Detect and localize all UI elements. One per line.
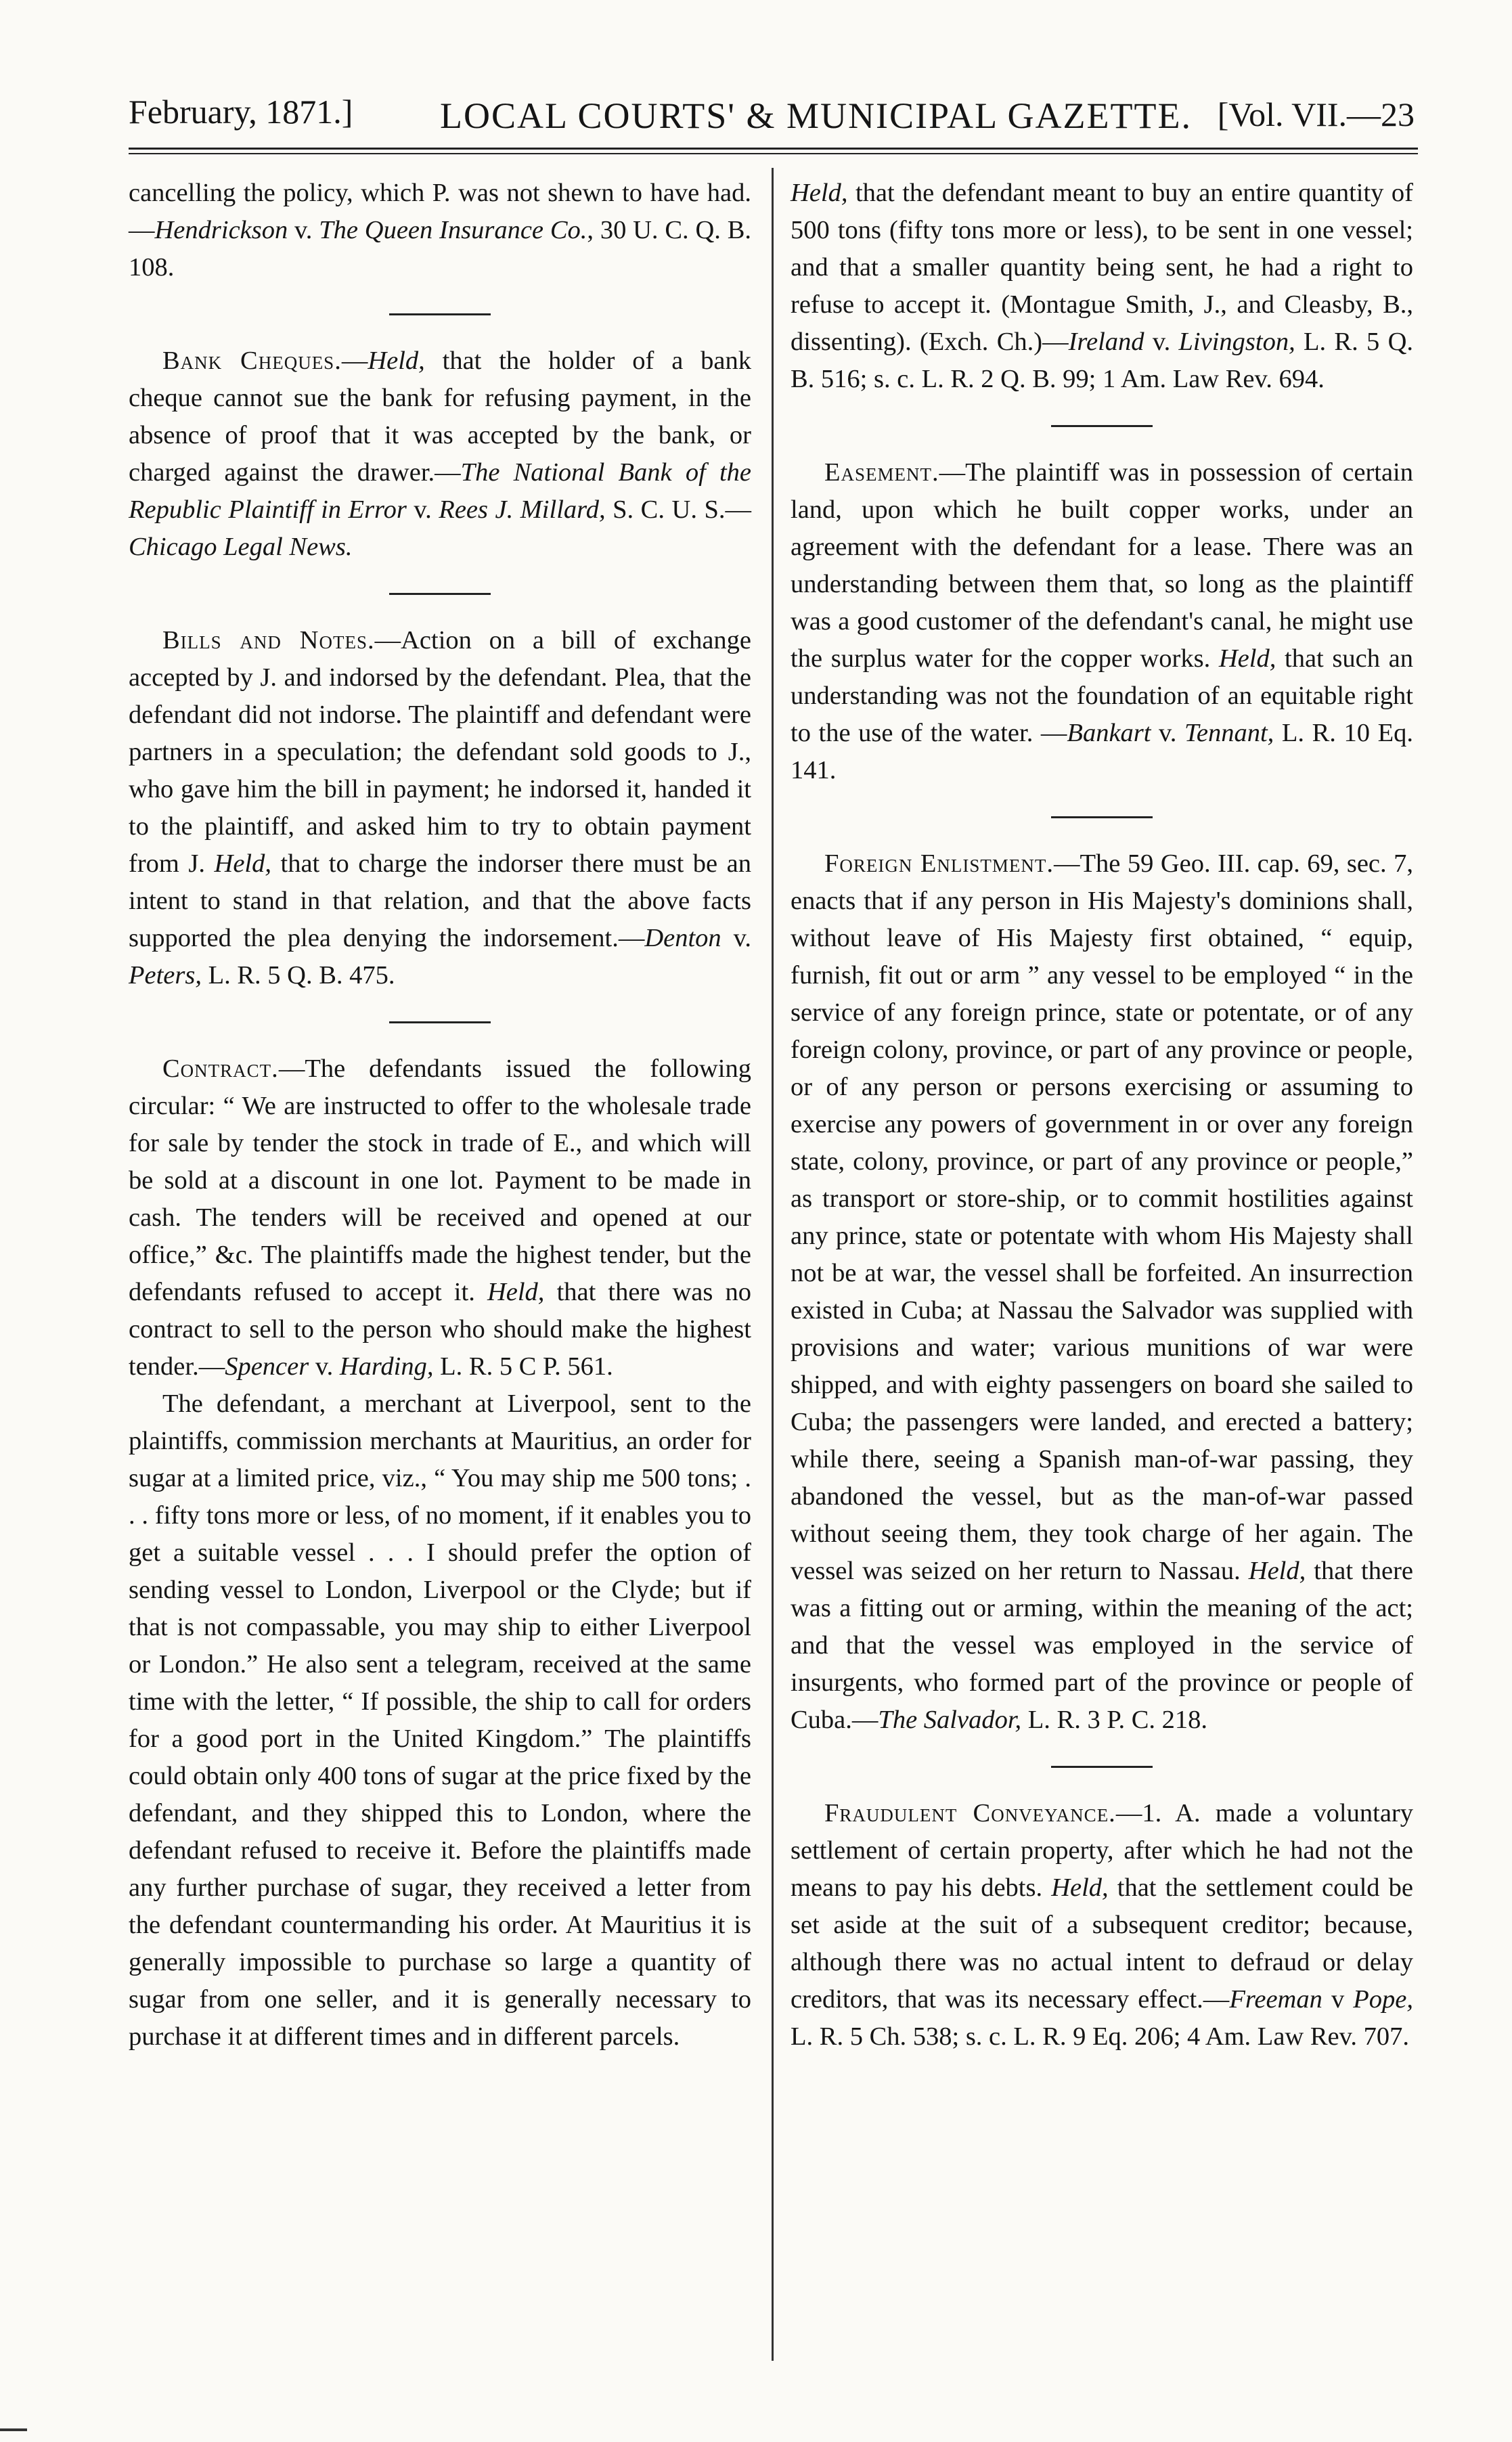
entry-foreign-enlistment: Foreign Enlistment.—The 59 Geo. III. cap. 69, sec. 7, enacts that if any person in His Majesty's dominions shall, without leave of His Majesty first obtained, “ equip, furnish, fit out or arm ” any vessel to be employed “ in the service of any foreign prince, state or potentate, or of any foreign colony, province, or part of any province or people, or of any person or persons exercising or assuming to exercise any powers of government in or over any foreign state, colony, province, or part of any province or people,” as transport or store-ship, or to commit hostilities against any prince, state or potentate with whom His Majesty shall not be at war, the vessel shall be forfeited. An insurrection existed in Cuba; at Nassau the Salvador was supplied with provisions and water; various munitions of war were shipped, and with eighty passengers on board she sailed to Cuba; the passengers were landed, and erected a battery; while there, seeing a Spanish man-of-war passing, they abandoned the vessel, but as the man-of-war passed without seeing them, they took charge of her again. The vessel was seized on her return to Nassau. Held, that there was a fitting out or arming, within the meaning of the act; and that the vessel was employed in the service of insurgents, who formed part of the province or people of Cuba.—The Salvador, L. R. 3 P. C. 218. [791,849,1413,1734]
left-paragraph-1: cancelling the policy, which P. was not shewn to have had.—Hendrickson v. The Queen Insurance Co., 30 U. C. Q. B. 108. [129,179,752,282]
entry-easement: Easement.—The plaintiff was in possession of certain land, upon which he built copper works, under an agreement with the defendant for a lease. There was an understanding between them that, so long as the plaintiff was a good customer of the defendant's canal, he might use the surplus water for the copper works. Held, that such an understanding was not the foundation of an equitable right to the use of the water. —Bankart v. Tennant, L. R. 10 Eq. 141. [791,458,1413,784]
section-divider [389,1021,491,1023]
entry-heading: Foreign Enlistment. [824,849,1054,878]
entry-heading: Bills and Notes. [162,626,375,654]
entry-bank-cheques: Bank Cheques.—Held, that the holder of a bank cheque cannot sue the bank for refusing payment, in the absence of proof that it was accepted by the bank, or charged against the drawer.—The National Bank of the Republic Plaintiff in Error v. Rees J. Millard, S. C. U. S.—Chicago Legal News. [129,347,752,561]
page-header [129,80,1415,148]
entry-bills-and-notes: Bills and Notes.—Action on a bill of exchange accepted by J. and indorsed by the defendant. Plea, that the defendant did not indorse. The plaintiff and defendant were partners in a speculation; the defendant sold goods to J., who gave him the bill in payment; he indorsed it, handed it to the plaintiff, and asked him to try to obtain payment from J. Held, that to charge the indorser there must be an intent to stand in that relation, and that the above facts supported the plea denying the indorsement.—Denton v. Peters, L. R. 5 Q. B. 475. [129,626,752,990]
entry-heading: Fraudulent Conveyance. [824,1799,1116,1827]
entry-heading: Bank Cheques. [162,347,342,375]
header-date: February, 1871.] [129,93,353,131]
entry-contract-continued: The defendant, a merchant at Liverpool, sent to the plaintiffs, commission merchants at Mauritius, an order for sugar at a limited price, viz., “ You may ship me 500 tons; . . . fifty tons more or less, of no moment, if it enables you to get a suitable vessel . . . I should prefer the option of sending vessel to London, Liverpool or the Clyde; but if that is not compassable, you may ship to either Liverpool or London.” He also sent a telegram, received at the same time with the letter, “ If possible, the ship to call for orders for a good port in the United Kingdom.” The plaintiffs could obtain only 400 tons of sugar at the price fixed by the defendant, and they shipped this to London, where the defendant refused to receive it. Before the plaintiffs made any further purchase of sugar, they received a letter from the defendant countermanding his order. At Mauritius it is generally impossible to purchase so large a quantity of sugar from one seller, and it is generally necessary to purchase it at different times and in different parcels. [129,1390,751,2051]
page-edge-mark [0,2428,27,2431]
section-divider [1051,1766,1153,1768]
right-column [791,175,1413,2056]
entry-contract: Contract.—The defendants issued the following circular: “ We are instructed to offer to the wholesale trade for sale by tender the stock in trade of E., and which will be sold at a discount in one lot. Payment to be made in cash. The tenders will be received and opened at our office,” &c. The plaintiffs made the highest tender, but the defendants refused to accept it. Held, that there was no contract to sell to the person who should make the highest tender.—Spencer v. Harding, L. R. 5 C P. 561. [129,1054,751,1381]
entry-fraudulent-conveyance: Fraudulent Conveyance.—1. A. made a voluntary settlement of certain property, after which he had not the means to pay his debts. Held, that the settlement could be set aside at the suit of a subsequent creditor; because, although there was no actual intent to defraud or delay creditors, that was its necessary effect.—Freeman v Pope, L. R. 5 Ch. 538; s. c. L. R. 9 Eq. 206; 4 Am. Law Rev. 707. [791,1799,1413,2051]
section-divider [389,593,491,595]
section-divider [1051,816,1153,818]
right-paragraph-1: Held, that the defendant meant to buy an entire quantity of 500 tons (fifty tons more or less), to be sent in one vessel; and that a smaller quantity being sent, he had a right to refuse to accept it. (Montague Smith, J., and Cleasby, B., dissenting). (Exch. Ch.)—Ireland v. Livingston, L. R. 5 Q. B. 516; s. c. L. R. 2 Q. B. 99; 1 Am. Law Rev. 694. [791,179,1414,393]
entry-heading: Contract. [162,1054,279,1083]
column-divider [772,168,774,2361]
entry-heading: Easement. [824,458,939,487]
left-column [129,175,751,2056]
header-title: LOCAL COURTS' & MUNICIPAL GAZETTE. [440,95,1192,136]
section-divider [1051,425,1153,427]
header-rule-thin [129,153,1418,154]
header-volume: [Vol. VII.—23 [1217,95,1415,133]
section-divider [389,313,491,315]
header-rule [129,148,1418,150]
